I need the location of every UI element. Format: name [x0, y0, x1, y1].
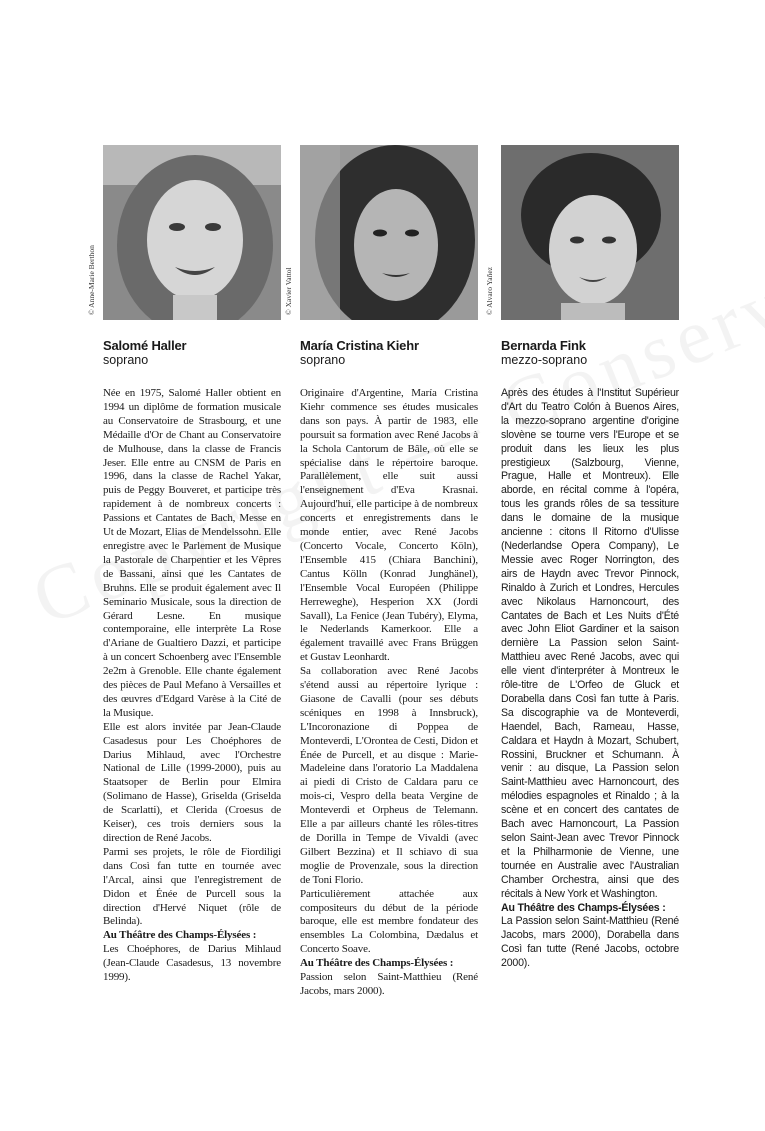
bio-paragraph: Après des études à l'Institut Supérieur d'Art du Teatro Colón à Buenos Aires, la mezzo-soprano argentine d'origine slovène se tourne vers l'Europe et se produit dans les lieux les plus prestigieux (Salzbourg, Vienne, Prague, Halle et Montreux). Elle aborde, en récital comme à l'opéra, tous les grands rôles de sa tessiture dans le domaine de la musique ancienne : citons Il Ritorno d'Ulisse (Nederlandse Opera Company), Le Messie avec Roger Norrington, des airs de Haydn avec Trevor Pinnock, Rinaldo à Zurich et Londres, Hercules avec Nikolaus Harnoncourt, des Cantates de Bach et Les Nuits d'Été avec John Eliot Gardiner et la saison dernière La Passion selon Saint-Matthieu avec René Jacobs, avec qui elle vient d'interpréter à Montreux le rôle-titre de L'Orfeo de Gluck et Dorabella dans Così fan tutte à Paris. Sa discographie va de Monteverdi, Haendel, Bach, Rameau, Hasse, Caldara et Haydn à Mozart, Schubert, Rossini, Bruckner et Schumann. À venir : au disque, La Passion selon Saint-Matthieu avec Harnoncourt, des mélodies espagnoles et Rinaldo ; à la scène et en concert des cantates de Bach avec Harnoncourt, La Passion selon Saint-Jean avec Trevor Pinnock et la Philharmonie de Vienne, une tournée en Australie avec l'Australian Chamber Orchestra, ainsi que des récitals à New York et Washington. [501, 387, 679, 900]
photo-credit: © Xavier Vattol [284, 267, 293, 315]
artist-voice-type: soprano [300, 353, 346, 367]
artist-name: María Cristina Kiehr [300, 338, 419, 353]
venue-performances: La Passion selon Saint-Matthieu (René Jacobs, mars 2000), Dorabella dans Così fan tutte (René Jacobs, octobre 2000). [501, 915, 679, 970]
bio-paragraph: Née en 1975, Salomé Haller obtient en 1994 un diplôme de formation musicale au Conservatoire de Strasbourg, et une Médaille d'Or de Chant au Conservatoire de Mulhouse, dans la classe de Francis Jeser. Elle entre au CNSM de Paris en 1996, dans la classe de Rachel Yakar, puis de Peggy Bouveret, et participe très rapidement à de nombreux concerts : Passions et Cantates de Bach, Messe en Ut de Mozart, Elias de Mendelssohn. Elle enregistre avec le Parlement de Musique la Pastorale de Charpentier et les Vêpres de Bassani, ainsi que les Cantates de Bruhns. Elle se produit également avec Il Seminario Musicale, sous la direction de Gérard Lesne. En musique contemporaine, elle interprète La Rose d'Ariane de Gualtiero Dazzi, et participe à un concert Schoenberg avec l'Ensemble 2e2m à Grenoble. Elle chante également des pièces de Paul Mefano à Versailles et des œuvres d'Edgard Varèse à la Cité de la Musique. [103, 387, 281, 719]
bio-paragraph: Originaire d'Argentine, María Cristina Kiehr commence ses études musicales dans son pays. À partir de 1983, elle poursuit sa formation avec René Jacobs à la Schola Cantorum de Bâle, où elle se spécialise dans le répertoire baroque. Parallèlement, elle suit aussi l'enseignement d'Eva Krasnai. Aujourd'hui, elle participe à de nombreux concerts et enregistrements dans le monde entier, avec René Jacobs (Concerto Vocale, Concerto Köln), l'Ensemble 415 (Chiara Banchini), Cantus Kölln (Konrad Junghänel), l'Ensemble Vocal Européen (Philippe Herreweghe), Hesperion XX (Jordi Savall), La Fenice (Jean Tubéry), Elyma, le Nederlands Kamerkoor. Elle a également travaillé avec Frans Brüggen et Gustav Leonhardt. [300, 387, 478, 664]
artist-biography [300, 387, 478, 999]
artist-photo-frame [87, 145, 281, 320]
bio-paragraph: Particulièrement attachée aux compositeurs du début de la période baroque, elle est membre fondateur des ensembles La Colombina, Dædalus et Concerto Soave. [300, 887, 478, 956]
bio-paragraph: Parmi ses projets, le rôle de Fiordiligi dans Così fan tutte en tournée avec l'Arcal, ainsi que l'enregistrement de Didon et Énée de Purcell sous la direction d'Hervé Niquet (rôle de Belinda). [103, 845, 281, 928]
artist-photo-frame [284, 145, 478, 320]
venue-performances: Les Choéphores, de Darius Mihlaud (Jean-Claude Casadesus, 13 novembre 1999). [103, 943, 281, 984]
artist-photo [501, 145, 679, 320]
artist-name: Salomé Haller [103, 338, 187, 353]
bio-paragraph: Elle est alors invitée par Jean-Claude Casadesus pour Les Choéphores de Darius Mihlaud, avec l'Orchestre National de Lille (1999-2000), puis au Staatsoper de Berlin pour Elmira (Solimano de Hasse), Griselda (Griselda de Scarlatti), et Clerida (Croesus de Keiser), ces trois derniers sous la direction de René Jacobs. [103, 720, 281, 844]
artist-name: Bernarda Fink [501, 338, 586, 353]
photo-credit: © Anne-Marie Berthon [87, 245, 96, 315]
venue-heading: Au Théâtre des Champs-Élysées : [501, 901, 666, 914]
artist-voice-type: soprano [103, 353, 149, 367]
artist-column-2 [284, 145, 478, 999]
venue-heading: Au Théâtre des Champs-Élysées : [300, 957, 454, 970]
venue-performances: Passion selon Saint-Matthieu (René Jacobs, mars 2000). [300, 971, 478, 997]
artist-photo [300, 145, 478, 320]
artist-photo-frame [485, 145, 679, 320]
artist-biography [501, 387, 679, 971]
artist-column-3 [485, 145, 679, 971]
venue-heading: Au Théâtre des Champs-Élysées : [103, 929, 257, 942]
artist-column-1 [87, 145, 281, 985]
photo-credit: © Alvaro Yañez [485, 267, 494, 315]
artist-biography [103, 387, 281, 985]
artist-photo [103, 145, 281, 320]
artist-voice-type: mezzo-soprano [501, 353, 588, 367]
bio-paragraph: Sa collaboration avec René Jacobs s'étend aussi au répertoire lyrique : Giasone de Cavalli (pour ses débuts scéniques en 1998 à Innsbruck), L'Incoronazione di Poppea de Monteverdi, L'Orontea de Cesti, Didon et Énée de Purcell, et au disque : Marie-Madeleine dans l'oratorio La Maddalena ai piedi di Cristo de Caldara paru ce mois-ci, Vespro della beata Vergine de Monteverdi et Orpheus de Telemann. Elle a par ailleurs chanté les rôles-titres de Dorilla in Tempe de Vivaldi (avec Gilbert Bezzina) et Il schiavo di sua moglie de Provenzale, sous la direction de Toni Florio. [300, 665, 478, 886]
